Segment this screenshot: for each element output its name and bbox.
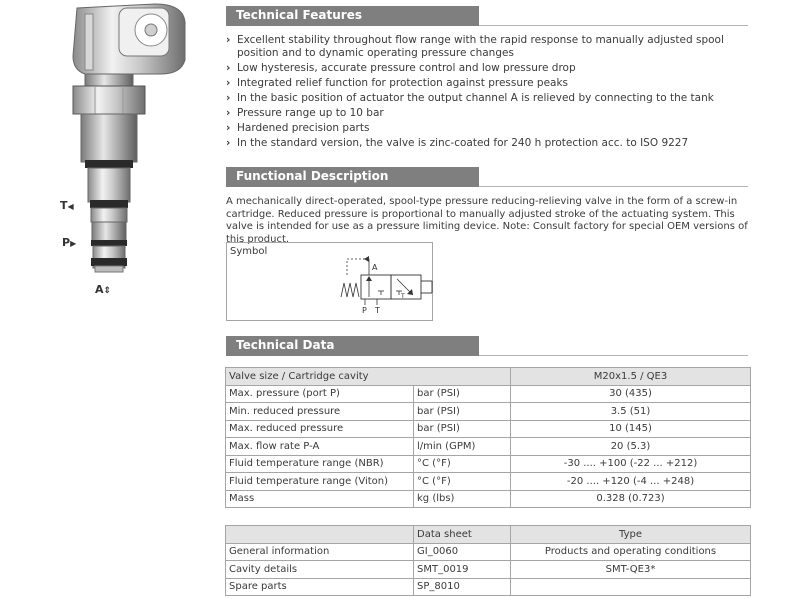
param-cell: Max. pressure (port P)	[226, 385, 414, 403]
valve-size-label: Valve size / Cartridge cavity	[226, 368, 511, 386]
functional-description-text: A mechanically direct-operated, spool-type pressure reducing-relieving valve in the form of a screw-in cartridge. Reduced pressure is proportional to manually adjusted stroke of the actuating system. This valve is intended for use as a pressure limiting device. Note: Consult factory for special OEM versions of this product.	[226, 196, 748, 245]
bullet-icon: ›	[226, 34, 231, 46]
valve-size-value: M20x1.5 / QE3	[511, 368, 751, 386]
documents-header-blank	[226, 526, 414, 544]
unit-cell: bar (PSI)	[414, 385, 511, 403]
unit-cell: kg (lbs)	[414, 490, 511, 508]
technical-data-title: Technical Data	[236, 338, 335, 352]
table-row	[226, 578, 751, 596]
feature-item	[226, 62, 748, 75]
documents-header-type: Type	[511, 526, 751, 544]
table-row	[226, 561, 751, 579]
unit-cell: bar (PSI)	[414, 420, 511, 438]
data-sheet-cell: SP_8010	[414, 578, 511, 596]
value-cell: 0.328 (0.723)	[511, 490, 751, 508]
bullet-icon: ›	[226, 121, 231, 134]
symbol-box	[226, 242, 433, 321]
table-row	[226, 403, 751, 421]
param-cell: Mass	[226, 490, 414, 508]
technical-data-section-header	[226, 336, 748, 356]
port-a-label: A⇕	[95, 283, 112, 296]
value-cell: 10 (145)	[511, 420, 751, 438]
value-cell: -20 .... +120 (-4 ... +248)	[511, 473, 751, 491]
feature-text: Hardened precision parts	[237, 121, 370, 134]
valve-illustration	[55, 0, 205, 300]
type-cell	[511, 578, 751, 596]
features-section-header	[226, 6, 748, 26]
feature-item	[226, 122, 748, 135]
document-name-cell: Spare parts	[226, 578, 414, 596]
feature-text: In the basic position of actuator the output channel A is relieved by connecting to the tank	[237, 91, 714, 104]
feature-text: Pressure range up to 10 bar	[237, 106, 384, 119]
table-row	[226, 490, 751, 508]
param-cell: Min. reduced pressure	[226, 403, 414, 421]
table-row	[226, 420, 751, 438]
symbol-label: Symbol	[230, 246, 268, 257]
value-cell: 20 (5.3)	[511, 438, 751, 456]
documents-table	[225, 525, 751, 596]
value-cell: 3.5 (51)	[511, 403, 751, 421]
functional-title: Functional Description	[236, 169, 389, 183]
param-cell: Fluid temperature range (NBR)	[226, 455, 414, 473]
unit-cell: l/min (GPM)	[414, 438, 511, 456]
unit-cell: °C (°F)	[414, 455, 511, 473]
type-cell: SMT-QE3*	[511, 561, 751, 579]
symbol-inner-t: T	[401, 293, 405, 300]
document-name-cell: Cavity details	[226, 561, 414, 579]
bullet-icon: ›	[226, 106, 231, 119]
table-row	[226, 543, 751, 561]
value-cell: 30 (435)	[511, 385, 751, 403]
features-list	[226, 34, 748, 152]
bullet-icon: ›	[226, 136, 231, 149]
document-name-cell: General information	[226, 543, 414, 561]
hydraulic-symbol	[335, 251, 435, 317]
bullet-icon: ›	[226, 61, 231, 74]
value-cell: -30 .... +100 (-22 ... +212)	[511, 455, 751, 473]
param-cell: Max. reduced pressure	[226, 420, 414, 438]
symbol-port-p: P	[362, 306, 367, 315]
feature-text: In the standard version, the valve is zinc-coated for 240 h protection acc. to ISO 9227	[237, 136, 689, 149]
param-cell: Max. flow rate P-A	[226, 438, 414, 456]
data-sheet-cell: GI_0060	[414, 543, 511, 561]
symbol-port-a: A	[372, 263, 378, 272]
port-p-label: P▶	[62, 236, 77, 249]
param-cell: Fluid temperature range (Viton)	[226, 473, 414, 491]
feature-text: Integrated relief function for protection against pressure peaks	[237, 76, 569, 89]
bullet-icon: ›	[226, 76, 231, 89]
symbol-port-t: T	[375, 306, 380, 315]
feature-item	[226, 107, 748, 120]
bullet-icon: ›	[226, 91, 231, 104]
unit-cell: °C (°F)	[414, 473, 511, 491]
documents-header-sheet: Data sheet	[414, 526, 511, 544]
port-t-label: T◀	[60, 199, 74, 212]
feature-text: Excellent stability throughout flow range with the rapid response to manually adjusted spool position and to dynamic operating pressure changes	[237, 34, 724, 59]
features-title: Technical Features	[236, 8, 362, 22]
feature-text: Low hysteresis, accurate pressure control and low pressure drop	[237, 61, 576, 74]
documents-header-row	[226, 526, 751, 544]
table-row	[226, 385, 751, 403]
feature-item	[226, 77, 748, 90]
feature-item	[226, 137, 748, 150]
table-row	[226, 438, 751, 456]
type-cell: Products and operating conditions	[511, 543, 751, 561]
table-row	[226, 473, 751, 491]
unit-cell: bar (PSI)	[414, 403, 511, 421]
data-sheet-cell: SMT_0019	[414, 561, 511, 579]
feature-item	[226, 34, 748, 59]
functional-section-header	[226, 167, 748, 187]
feature-item	[226, 92, 748, 105]
technical-data-table	[225, 367, 751, 508]
table-row	[226, 455, 751, 473]
technical-data-header-row	[226, 368, 751, 386]
